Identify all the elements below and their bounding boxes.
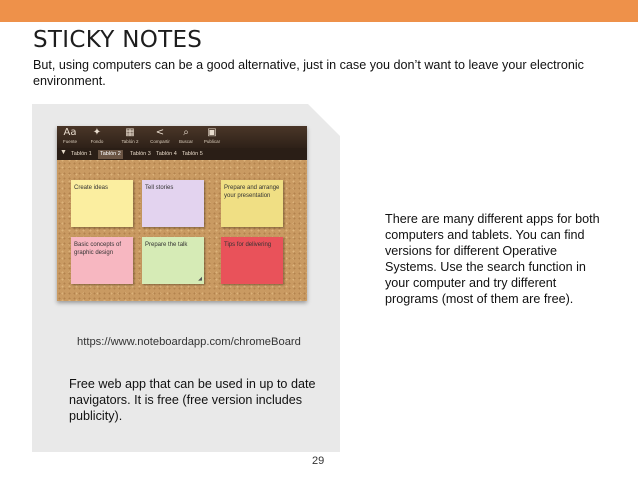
- toolbar-item-board: [117, 127, 143, 145]
- font-icon: Aa: [63, 127, 77, 138]
- toolbar-item-publish: [199, 127, 225, 145]
- app-description: Free web app that can be used in up to date navigators. It is free (free version includes publicity).: [69, 377, 316, 423]
- toolbar-item-background: [84, 127, 110, 145]
- toolbar-item-share: [147, 127, 173, 145]
- toolbar-label: Buscar: [178, 139, 193, 144]
- toolbar-item-font: [57, 127, 83, 145]
- side-text: There are many different apps for both computers and tablets. You can find versions for different Operative Systems. Use the search function in your computer and try different programs (most of them are free).: [385, 212, 600, 306]
- tab-4: Tablón 4: [156, 151, 177, 157]
- sticky-note: [142, 237, 204, 284]
- header-bar: [0, 0, 638, 22]
- search-icon: ⌕: [183, 127, 189, 138]
- background-icon: ✦: [92, 127, 102, 138]
- note-text: Tips for delivering: [224, 242, 272, 248]
- sticky-note: [221, 237, 283, 284]
- sticky-note: [221, 180, 283, 227]
- intro-text: But, using computers can be a good alternative, just in case you don’t want to leave your electronic environment.: [33, 58, 584, 88]
- tab-5: Tablón 5: [182, 151, 203, 157]
- publish-icon: ▣: [207, 127, 217, 138]
- app-url: https://www.noteboardapp.com/chromeBoard: [77, 336, 301, 348]
- board-icon: ▦: [125, 127, 135, 138]
- note-text: Basic concepts of graphic design: [74, 242, 122, 256]
- toolbar-label: Fondo: [90, 139, 104, 144]
- toolbar-item-search: [173, 127, 199, 145]
- sticky-note: [142, 180, 204, 227]
- slide-title: STICKY NOTES: [33, 27, 203, 53]
- sticky-note: [71, 237, 133, 284]
- app-screenshot: [57, 126, 307, 301]
- tab-1: Tablón 1: [71, 151, 92, 157]
- sticky-note: [71, 180, 133, 227]
- toolbar-label: Fuente: [62, 139, 77, 144]
- tab-2: Tablón 2: [100, 151, 121, 157]
- menu-icon: ▼: [60, 149, 67, 156]
- toolbar-label: Publicar: [203, 139, 221, 144]
- page-number: 29: [312, 455, 325, 467]
- board-tabs: [57, 148, 307, 160]
- toolbar-label: Tablón 2: [121, 139, 139, 144]
- toolbar-label: Compartir: [150, 139, 170, 144]
- share-icon: <: [155, 127, 165, 138]
- note-text: Prepare the talk: [145, 242, 188, 248]
- app-toolbar: [57, 126, 307, 148]
- note-text: Prepare and arrange your presentation: [224, 185, 280, 199]
- note-text: Tell stories: [145, 185, 174, 191]
- resize-handle-icon: ◢: [198, 276, 202, 282]
- panel-folded-corner: [308, 104, 340, 136]
- note-text: Create ideas: [74, 185, 109, 191]
- tab-3: Tablón 3: [130, 151, 151, 157]
